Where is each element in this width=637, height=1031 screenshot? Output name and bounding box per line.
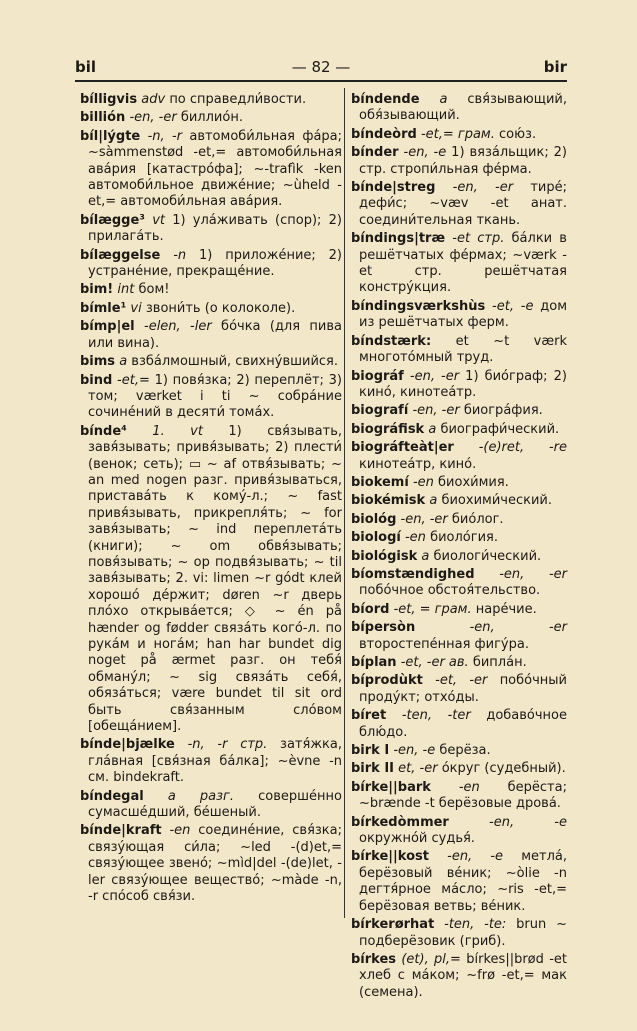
- dictionary-entry: [80, 248, 342, 281]
- entry-headword: biológisk: [351, 548, 418, 564]
- entry-grammar: a: [421, 548, 430, 564]
- entry-definition: побо́чный проду́кт; отхо́ды.: [359, 673, 568, 705]
- entry-definition: бом!: [138, 282, 170, 298]
- entry-headword: bírkes: [351, 951, 397, 967]
- entry-grammar: a: [439, 92, 448, 107]
- entry-definition: свя́зывающий, обя́зывающий.: [359, 92, 567, 124]
- entry-headword: bíomstændighed: [351, 566, 475, 582]
- dictionary-entry: [80, 213, 342, 246]
- entry-headword: biokémisk: [351, 493, 426, 509]
- dictionary-entry: [351, 530, 567, 546]
- entry-definition: взба́лмошный, свихну́вшийся.: [131, 354, 338, 370]
- entry-definition: соверше́нно сумасше́дший, бе́шеный.: [88, 788, 342, 821]
- entry-definition: побо́чное обстоя́тельство.: [359, 583, 541, 599]
- entry-grammar: -et,=: [117, 372, 150, 388]
- entry-definition: биологи́ческий.: [433, 548, 542, 564]
- dictionary-entry: [351, 673, 567, 706]
- entry-headword: biográf: [351, 368, 404, 384]
- dictionary-entry: [351, 231, 567, 297]
- page-number: — 82 —: [291, 58, 351, 76]
- entry-definition: биоло́гия.: [430, 530, 498, 546]
- entry-headword: bírke||bark: [351, 779, 431, 795]
- right-column: [351, 92, 567, 1003]
- dictionary-entry: [351, 708, 567, 741]
- entry-definition: биогра́фия.: [463, 403, 543, 419]
- entry-headword: bírkedòmmer: [351, 814, 449, 830]
- header-rule: [75, 80, 567, 82]
- entry-headword: bíndings|træ: [351, 231, 446, 247]
- entry-headword: bíplan: [351, 655, 397, 670]
- dictionary-entry: [351, 655, 567, 671]
- entry-definition: метла́, берёзовый ве́ник; ~òlie -n дегтя́рное ма́сло; ~ris -et,= берёзовая ветвь; ве́ник.: [359, 849, 567, 914]
- entry-grammar: -et,= грам.: [420, 126, 495, 142]
- entry-headword: bílæggelse: [80, 247, 161, 263]
- dictionary-entry: [351, 917, 567, 950]
- entry-grammar: -et, -er ав.: [400, 655, 469, 670]
- entry-grammar: -en, -er: [409, 368, 460, 384]
- entry-headword: bims: [80, 354, 116, 370]
- dictionary-entry: [351, 440, 567, 473]
- entry-definition: биохи́мия.: [438, 474, 509, 490]
- entry-definition: бо́чка (для пива или вина).: [88, 319, 342, 351]
- dictionary-entry: [351, 145, 567, 178]
- entry-headword: bírke||kost: [351, 849, 429, 865]
- entry-definition: bírkes||brød -et хлеб с ма́ком; ~frø -et,= мак (семена).: [359, 951, 567, 1000]
- entry-headword: bílægge³: [80, 212, 145, 228]
- entry-headword: bílligvis: [80, 92, 138, 107]
- entry-definition: соедине́ние, свя́зка; связу́ющая си́ла; ~led -(d)et,= связу́ющее звено́; ~mìd|del -(de)let, -ler связу́ющее вещество́; ~màde -n, -r спо́соб свя́зи.: [88, 823, 342, 905]
- dictionary-entry: [80, 92, 342, 108]
- entry-grammar: -en: [412, 474, 434, 490]
- entry-grammar: -en, -er: [499, 566, 567, 582]
- entry-grammar: -ten, -te:: [444, 917, 507, 933]
- dictionary-entry: [351, 567, 567, 600]
- entry-definition: био́лог.: [451, 511, 504, 527]
- entry-grammar: a разг.: [167, 788, 234, 804]
- entry-definition: дом из решётчатых ферм.: [359, 298, 568, 331]
- entry-definition: 1) свя́зывать, завя́зывать; привя́зывать; 2) плести́ (венок; сеть); ▭ ~ af отвя́зывать; ~ an med nogen разг. привя́зываться, пристава́ть к кому́-л.; ~ fast привя́зывать, прикрепля́ть; ~ for завя́зывать; ~ ind переплета́ть (книги); ~ om обвя́зывать; повя́зывать; ~ op подвя́зывать; ~ til завя́зывать; 2. vi: limen ~r gódt клей хорошо́ де́ржит; døren ~r дверь пло́хо открыва́ется; ◇ ~ én på hænder og fødder связа́ть кого́-л. по рука́м и нога́м; han har bundet dig noget på ærmet разг. он тебя́ обману́л; ~ sig связа́ть себя́, обяза́ться; være bundet til sit ord быть свя́занным сло́вом [обеща́нием].: [88, 423, 342, 735]
- dictionary-entry: [351, 620, 567, 653]
- entry-grammar: -en, -e: [447, 849, 504, 865]
- entry-definition: сою́з.: [499, 126, 537, 142]
- entry-grammar: -en, -e: [489, 814, 567, 830]
- entry-grammar: -en: [458, 779, 480, 795]
- entry-headword: biokemí: [351, 474, 409, 490]
- entry-headword: bínde|bjælke: [80, 737, 175, 753]
- entry-definition: brun ~ подберёзовик (гриб).: [359, 917, 567, 949]
- entry-definition: берёста; ~brænde -t берёзовые дрова́.: [359, 779, 567, 812]
- entry-headword: bínde|streg: [351, 180, 436, 196]
- entry-grammar: -en, -er: [400, 511, 448, 527]
- entry-definition: автомоби́льная фа́ра; ~sàmmenstød -et,= автомоби́льная ава́рия [катастро́фа]; ~-trafìk -ken автомоби́льное движе́ние; ~ùheld -et,= автомоби́льная ава́рия.: [88, 128, 343, 210]
- entry-grammar: a: [429, 493, 438, 509]
- entry-definition: окружно́й судья́.: [359, 831, 475, 847]
- entry-headword: bímp|el: [80, 319, 135, 335]
- entry-definition: звони́ть (о колоколе).: [145, 300, 296, 316]
- entry-definition: 1) ула́живать (спор); 2) прилага́ть.: [88, 212, 342, 245]
- entry-headword: bímle¹: [80, 300, 127, 316]
- entry-grammar: -en, -e: [403, 145, 447, 161]
- entry-headword: birk II: [351, 761, 395, 777]
- entry-definition: биохими́ческий.: [441, 493, 552, 509]
- dictionary-entry: [80, 301, 342, 317]
- entry-grammar: et, -er: [398, 761, 438, 777]
- dictionary-entry: [351, 743, 567, 759]
- dictionary-entry: [351, 602, 567, 618]
- entry-headword: bínder: [351, 145, 399, 161]
- dictionary-entry: [351, 422, 567, 438]
- entry-definition: 1) приложе́ние; 2) устране́ние, прекраще́ние.: [88, 247, 343, 280]
- entry-grammar: vi: [130, 300, 142, 316]
- entry-definition: наре́чие.: [475, 601, 537, 617]
- dictionary-entry: [80, 789, 342, 822]
- entry-headword: birk I: [351, 743, 390, 759]
- dictionary-entry: [80, 737, 342, 786]
- dictionary-entry: [351, 92, 567, 125]
- entry-headword: bíl|lýgte: [80, 128, 141, 144]
- dictionary-entry: [80, 354, 342, 370]
- entry-headword: bíndstærk:: [351, 333, 432, 349]
- header-left-guideword: bil: [75, 58, 97, 76]
- entry-grammar: -n, -r стр.: [187, 737, 268, 753]
- dictionary-entry: [351, 334, 567, 367]
- entry-headword: bíret: [351, 708, 387, 724]
- dictionary-entry: [351, 369, 567, 402]
- entry-definition: ба́лки в решётчатых фе́рмах; ~værk -et стр. решётчатая констру́кция.: [359, 231, 567, 296]
- entry-grammar: (et), pl,=: [401, 951, 461, 967]
- entry-headword: bíndeòrd: [351, 126, 417, 142]
- entry-headword: bíndegal: [80, 788, 144, 804]
- dictionary-entry: [351, 512, 567, 528]
- entry-headword: bind: [80, 372, 113, 388]
- entry-grammar: -en, -e: [393, 743, 436, 759]
- entry-definition: биллио́н.: [180, 110, 243, 126]
- entry-headword: bínde|kraft: [80, 823, 162, 839]
- dictionary-entry: [351, 493, 567, 509]
- dictionary-entry: [351, 475, 567, 491]
- entry-grammar: -en: [169, 823, 191, 839]
- entry-grammar: -en, -er: [452, 180, 514, 196]
- dictionary-entry: [80, 424, 342, 736]
- entry-headword: bíord: [351, 601, 390, 617]
- entry-definition: 1) вяза́льщик; 2) стр. стропи́льная фе́рма.: [359, 145, 567, 177]
- entry-definition: по справедли́вости.: [169, 92, 307, 107]
- entry-grammar: -et, = грам.: [393, 601, 472, 617]
- entry-grammar: -n: [173, 247, 187, 263]
- entry-grammar: 1. vt: [152, 423, 203, 439]
- entry-grammar: -et, -e: [492, 298, 534, 314]
- entry-headword: biografí: [351, 403, 409, 419]
- entry-grammar: -et стр.: [452, 231, 505, 247]
- entry-definition: бипла́н.: [472, 655, 527, 670]
- entry-definition: 1) повя́зка; 2) переплёт; 3) том; værket i ti ~ собра́ние сочине́ний в десяти́ тома́х.: [88, 372, 342, 421]
- entry-grammar: -en, -er: [412, 403, 460, 419]
- dictionary-entry: [351, 761, 567, 777]
- dictionary-entry: [351, 299, 567, 332]
- dictionary-entry: [351, 403, 567, 419]
- entry-headword: biográfisk: [351, 421, 425, 437]
- entry-headword: biologí: [351, 530, 401, 546]
- dictionary-entry: [80, 282, 342, 298]
- entry-grammar: vt: [152, 212, 165, 228]
- dictionary-entry: [351, 952, 567, 1001]
- entry-headword: bíprodùkt: [351, 673, 423, 689]
- entry-definition: тире́; дефи́с; ~væv -et анат. соедини́тельная ткань.: [359, 180, 568, 228]
- dictionary-entry: [80, 319, 342, 352]
- dictionary-entry: [351, 815, 567, 848]
- entry-definition: о́круг (судебный).: [441, 761, 566, 777]
- entry-grammar: -en, -er: [129, 110, 177, 126]
- header-right-guideword: bir: [543, 58, 567, 76]
- dictionary-entry: [351, 780, 567, 813]
- entry-definition: кинотеа́тр, кино́.: [359, 456, 477, 472]
- entry-grammar: -en: [404, 530, 426, 546]
- entry-headword: bípersòn: [351, 620, 416, 636]
- entry-headword: bim!: [80, 282, 114, 298]
- dictionary-entry: [351, 127, 567, 143]
- page-header: [75, 58, 567, 80]
- entry-definition: второстепе́нная фигу́ра.: [359, 636, 529, 652]
- dictionary-entry: [80, 110, 342, 126]
- column-divider: [344, 88, 345, 918]
- entry-headword: billión: [80, 110, 126, 126]
- dictionary-entry: [351, 549, 567, 565]
- entry-definition: et ~t værk многото́мный труд.: [359, 333, 567, 366]
- entry-definition: добаво́чное блю́до.: [359, 708, 568, 740]
- entry-definition: 1) био́граф; 2) кино́, кинотеа́тр.: [359, 368, 567, 400]
- entry-definition: берёза.: [439, 743, 491, 759]
- dictionary-entry: [80, 373, 342, 422]
- dictionary-entry: [351, 180, 567, 229]
- dictionary-entry: [80, 823, 342, 905]
- entry-grammar: -et, -er: [435, 673, 488, 689]
- entry-grammar: -ten, -ter: [401, 708, 471, 724]
- entry-grammar: int: [117, 282, 135, 298]
- entry-headword: bíndende: [351, 92, 420, 107]
- entry-grammar: adv: [141, 92, 166, 107]
- entry-headword: biográfteàt|er: [351, 440, 454, 456]
- entry-headword: biológ: [351, 511, 397, 527]
- entry-definition: затя́жка, гла́вная [свя́зная ба́лка]; ~èvne -n см. bindekraft.: [88, 737, 342, 786]
- entry-grammar: a: [428, 421, 437, 437]
- entry-headword: bínde⁴: [80, 423, 127, 439]
- entry-headword: bírkerørhat: [351, 917, 435, 933]
- dictionary-entry: [80, 129, 342, 211]
- entry-headword: bíndingsværkshùs: [351, 298, 486, 314]
- dictionary-entry: [351, 849, 567, 915]
- entry-grammar: -n, -r: [147, 128, 183, 144]
- left-column: [80, 92, 342, 908]
- entry-grammar: -en, -er: [469, 620, 567, 636]
- entry-grammar: a: [119, 354, 128, 370]
- entry-definition: биографи́ческий.: [440, 421, 560, 437]
- entry-grammar: -(e)ret, -re: [478, 440, 567, 456]
- entry-grammar: -elen, -ler: [144, 319, 212, 335]
